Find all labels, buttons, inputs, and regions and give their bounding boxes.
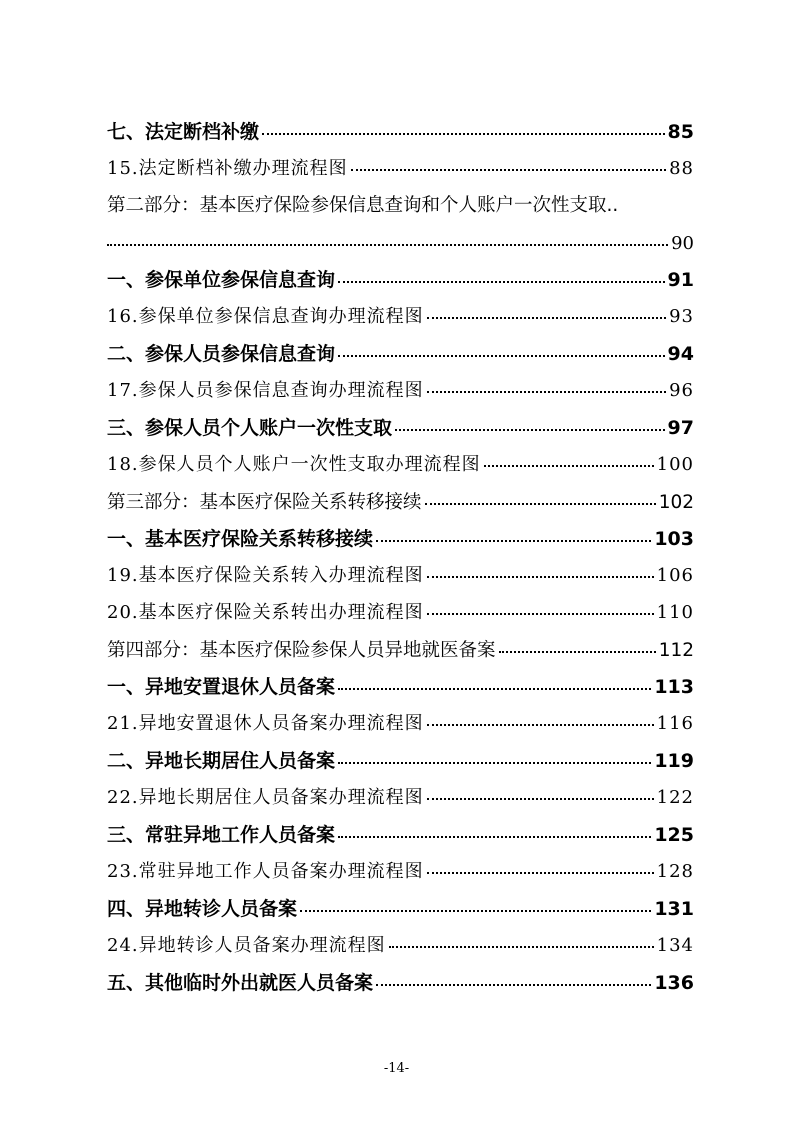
- toc-entry-page: 112: [658, 639, 694, 661]
- toc-entry-section[interactable]: [107, 117, 694, 151]
- toc-entry-section[interactable]: [107, 746, 694, 780]
- toc-entry-section[interactable]: [107, 820, 694, 854]
- toc-entry-page: 125: [654, 824, 694, 846]
- toc-entry-label: 第四部分：基本医疗保险参保人员异地就医备案: [107, 639, 496, 661]
- toc-entry-page: 116: [656, 713, 694, 734]
- toc-entry-page: 103: [654, 528, 694, 550]
- toc-entry-label: 一、异地安置退休人员备案: [107, 676, 336, 698]
- toc-entry-label: 23.常驻异地工作人员备案办理流程图: [107, 861, 424, 882]
- toc-entry-page: 93: [669, 306, 694, 327]
- dot-leader: [427, 706, 654, 726]
- dot-leader: [300, 891, 651, 912]
- toc-entry-label: 24.异地转诊人员备案办理流程图: [107, 935, 386, 956]
- dot-leader: [425, 484, 656, 505]
- toc-entry-page: 136: [654, 972, 694, 994]
- dot-leader: [427, 595, 654, 615]
- toc-entry-section[interactable]: [107, 339, 694, 373]
- toc-entry-label: 三、常驻异地工作人员备案: [107, 824, 336, 846]
- dot-leader: [376, 521, 651, 542]
- toc-entry-page: 134: [656, 935, 694, 956]
- toc-entry-page: 119: [654, 750, 694, 772]
- toc-entry-flowchart[interactable]: [107, 598, 694, 632]
- toc-entry-label: 一、参保单位参保信息查询: [107, 269, 336, 291]
- toc-entry-section[interactable]: [107, 968, 694, 1002]
- toc-entry-label: 18.参保人员个人账户一次性支取办理流程图: [107, 454, 481, 475]
- toc-entry-page: 88: [669, 158, 694, 179]
- toc-entry-section[interactable]: [107, 413, 694, 447]
- toc-entry-page: 131: [654, 898, 694, 920]
- dot-leader: [427, 299, 666, 319]
- dot-leader: [338, 336, 665, 357]
- toc-entry-page: 128: [656, 861, 694, 882]
- toc-entry-page: 100: [656, 454, 694, 475]
- toc-entry-label: 19.基本医疗保险关系转入办理流程图: [107, 565, 424, 586]
- dot-leader: [107, 228, 668, 246]
- dot-leader: [389, 928, 654, 948]
- toc-entry-flowchart[interactable]: [107, 709, 694, 743]
- dot-leader: [376, 965, 651, 986]
- toc-entry-page: 106: [656, 565, 694, 586]
- toc-entry-label: 17.参保人员参保信息查询办理流程图: [107, 380, 424, 401]
- dot-leader: [338, 262, 665, 283]
- toc-entry-page: 85: [667, 121, 694, 143]
- dot-leader: [395, 410, 665, 431]
- dot-leader: [499, 632, 656, 653]
- toc-entry-label: 第二部分：基本医疗保险参保信息查询和个人账户一次性支取..: [107, 195, 619, 216]
- toc-entry-part[interactable]: [107, 191, 694, 254]
- toc-entry-flowchart[interactable]: [107, 450, 694, 484]
- toc-entry-flowchart[interactable]: [107, 154, 694, 188]
- toc-entry-label: 22.异地长期居住人员备案办理流程图: [107, 787, 424, 808]
- dot-leader: [484, 447, 654, 467]
- toc-entry-flowchart[interactable]: [107, 302, 694, 336]
- toc-entry-page: 91: [667, 269, 694, 291]
- dot-leader: [338, 743, 651, 764]
- toc-entry-label: 15.法定断档补缴办理流程图: [107, 158, 348, 179]
- toc-entry-label: 五、其他临时外出就医人员备案: [107, 972, 374, 994]
- toc-entry-page: 113: [654, 676, 694, 698]
- toc-entry-part[interactable]: [107, 487, 694, 521]
- toc-entry-page: 96: [669, 380, 694, 401]
- toc-entry-page: 122: [656, 787, 694, 808]
- toc-entry-flowchart[interactable]: [107, 376, 694, 410]
- dot-leader: [427, 780, 654, 800]
- toc-entry-page: 94: [667, 343, 694, 365]
- toc-entry-page: 110: [656, 602, 694, 623]
- dot-leader: [262, 114, 665, 135]
- toc-entry-label: 七、法定断档补缴: [107, 121, 260, 143]
- toc-entry-section[interactable]: [107, 524, 694, 558]
- dot-leader: [338, 817, 651, 838]
- toc-entry-section[interactable]: [107, 672, 694, 706]
- toc-entry-label: 21.异地安置退休人员备案办理流程图: [107, 713, 424, 734]
- toc-entry-flowchart[interactable]: [107, 931, 694, 965]
- toc-entry-label: 二、参保人员参保信息查询: [107, 343, 336, 365]
- toc-entry-flowchart[interactable]: [107, 783, 694, 817]
- page-number: -14-: [383, 1061, 410, 1076]
- toc-entry-page: 102: [658, 491, 694, 513]
- dot-leader: [351, 151, 666, 171]
- toc-entry-page: 90: [671, 233, 694, 254]
- dot-leader: [427, 373, 666, 393]
- toc-entry-flowchart[interactable]: [107, 561, 694, 595]
- dot-leader: [427, 854, 654, 874]
- toc-entry-label: 16.参保单位参保信息查询办理流程图: [107, 306, 424, 327]
- toc-entry-section[interactable]: [107, 894, 694, 928]
- toc-entry-label: 一、基本医疗保险关系转移接续: [107, 528, 374, 550]
- toc-entry-part[interactable]: [107, 635, 694, 669]
- toc-entry-label: 二、异地长期居住人员备案: [107, 750, 336, 772]
- dot-leader: [427, 558, 654, 578]
- toc-entry-label: 三、参保人员个人账户一次性支取: [107, 417, 393, 439]
- toc-entry-label: 四、异地转诊人员备案: [107, 898, 298, 920]
- toc-entry-section[interactable]: [107, 265, 694, 299]
- toc-entry-page: 97: [667, 417, 694, 439]
- toc-entry-flowchart[interactable]: [107, 857, 694, 891]
- toc-entry-label: 第三部分：基本医疗保险关系转移接续: [107, 491, 422, 513]
- toc-entry-label: 20.基本医疗保险关系转出办理流程图: [107, 602, 424, 623]
- dot-leader: [338, 669, 651, 690]
